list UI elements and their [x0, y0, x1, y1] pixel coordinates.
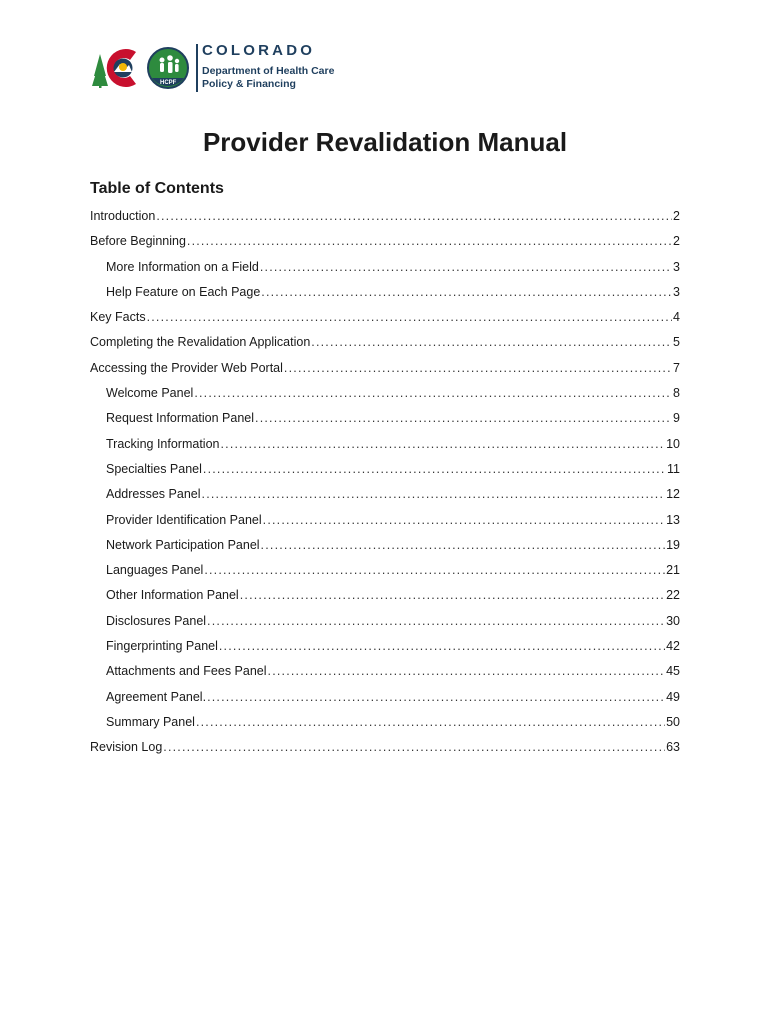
toc-entry[interactable]	[90, 634, 680, 659]
toc-leader-dots	[284, 356, 672, 381]
toc-leader-dots	[163, 735, 665, 760]
toc-entry-page: 3	[673, 284, 680, 299]
toc-entry[interactable]	[90, 204, 680, 229]
toc-leader-dots	[207, 609, 665, 634]
toc-leader-dots	[220, 432, 665, 457]
toc-entry-title: More Information on a Field	[106, 259, 259, 274]
toc-entry[interactable]	[90, 406, 680, 431]
toc-leader-dots	[240, 583, 665, 608]
toc-entry-title: Languages Panel	[106, 563, 204, 578]
badge-text: HCPF	[160, 80, 177, 86]
toc-entry-page: 2	[673, 209, 680, 223]
toc-entry-title: Agreement Panel.	[106, 689, 207, 704]
toc-entry-page: 8	[673, 386, 680, 401]
colorado-logo-icon	[90, 40, 194, 96]
toc-entry-page: 12	[666, 487, 680, 502]
toc-entry-page: 5	[673, 335, 680, 350]
toc-entry-title: Other Information Panel	[106, 588, 239, 603]
org-dept-line1: Department of Health Care	[202, 65, 335, 77]
toc-entry-title: Specialties Panel	[106, 461, 202, 476]
toc-entry-page: 13	[666, 512, 680, 527]
toc-entry-title: Attachments and Fees Panel	[106, 664, 267, 679]
toc-leader-dots	[311, 330, 672, 355]
toc-entry-title: Addresses Panel	[106, 487, 201, 502]
toc-entry[interactable]	[90, 583, 680, 608]
toc-leader-dots	[255, 406, 672, 431]
org-dept-line2: Policy & Financing	[202, 78, 296, 90]
toc-leader-dots	[194, 381, 672, 406]
toc-entry[interactable]	[90, 457, 680, 482]
toc-entry[interactable]	[90, 229, 680, 254]
toc-entry[interactable]	[90, 533, 680, 558]
org-state: COLORADO	[202, 42, 316, 59]
toc-entry[interactable]	[90, 710, 680, 735]
toc-entry-page: 7	[673, 360, 680, 375]
toc-entry[interactable]	[90, 508, 680, 533]
toc-leader-dots	[268, 659, 666, 684]
toc-leader-dots	[261, 533, 666, 558]
toc-entry[interactable]	[90, 735, 680, 760]
toc-leader-dots	[204, 558, 665, 583]
table-of-contents	[90, 204, 680, 761]
toc-entry-title: Fingerprinting Panel	[106, 639, 218, 654]
toc-entry-page: 21	[666, 563, 680, 578]
toc-entry[interactable]	[90, 432, 680, 457]
toc-entry-page: 2	[673, 234, 680, 249]
document-title: Provider Revalidation Manual	[202, 127, 568, 157]
toc-entry-title: Introduction	[90, 209, 156, 223]
toc-entry-page: 30	[666, 613, 680, 628]
toc-entry-page: 10	[666, 436, 680, 451]
toc-entry-page: 11	[667, 461, 680, 476]
toc-entry-title: Welcome Panel	[106, 386, 194, 401]
toc-entry-page: 45	[666, 664, 680, 679]
toc-entry-page: 4	[673, 310, 680, 325]
toc-entry-title: Request Information Panel	[106, 411, 255, 426]
toc-leader-dots	[261, 280, 672, 305]
toc-leader-dots	[147, 305, 672, 330]
toc-entry-page: 9	[673, 411, 680, 426]
toc-entry-page: 49	[666, 689, 680, 704]
toc-entry-title: Help Feature on Each Page	[106, 284, 261, 299]
toc-entry-title: Disclosures Panel	[106, 613, 207, 628]
toc-leader-dots	[196, 710, 665, 735]
toc-entry[interactable]	[90, 685, 680, 710]
header	[90, 40, 410, 100]
toc-entry-title: Accessing the Provider Web Portal	[90, 360, 283, 375]
toc-leader-dots	[203, 457, 666, 482]
toc-leader-dots	[156, 204, 672, 229]
toc-leader-dots	[260, 255, 672, 280]
toc-entry-title: Revision Log	[90, 740, 163, 755]
toc-entry[interactable]	[90, 482, 680, 507]
toc-entry-title: Provider Identification Panel	[106, 512, 262, 527]
toc-leader-dots	[263, 508, 665, 533]
toc-entry-title: Completing the Revalidation Application	[90, 335, 311, 350]
toc-entry-page: 19	[666, 537, 680, 552]
toc-entry[interactable]	[90, 255, 680, 280]
toc-entry-page: 63	[666, 740, 680, 755]
toc-entry[interactable]	[90, 330, 680, 355]
toc-leader-dots	[202, 482, 666, 507]
toc-entry-title: Tracking Information	[106, 436, 220, 451]
toc-entry-title: Network Participation Panel	[106, 537, 260, 552]
toc-leader-dots	[219, 634, 665, 659]
toc-leader-dots	[207, 685, 665, 710]
toc-entry-title: Summary Panel	[106, 714, 195, 729]
toc-entry[interactable]	[90, 381, 680, 406]
toc-heading: Table of Contents	[90, 180, 224, 197]
toc-entry[interactable]	[90, 659, 680, 684]
toc-entry-page: 3	[673, 259, 680, 274]
toc-entry-title: Key Facts	[90, 310, 146, 325]
toc-entry-page: 50	[666, 714, 680, 729]
org-name	[202, 42, 334, 90]
toc-entry[interactable]	[90, 280, 680, 305]
header-divider	[196, 44, 198, 92]
toc-entry[interactable]	[90, 558, 680, 583]
toc-entry[interactable]	[90, 609, 680, 634]
toc-entry[interactable]	[90, 356, 680, 381]
toc-leader-dots	[187, 229, 672, 254]
toc-entry-title: Before Beginning	[90, 234, 186, 249]
toc-entry-page: 22	[666, 588, 680, 603]
toc-entry-page: 42	[666, 639, 680, 654]
toc-entry[interactable]	[90, 305, 680, 330]
